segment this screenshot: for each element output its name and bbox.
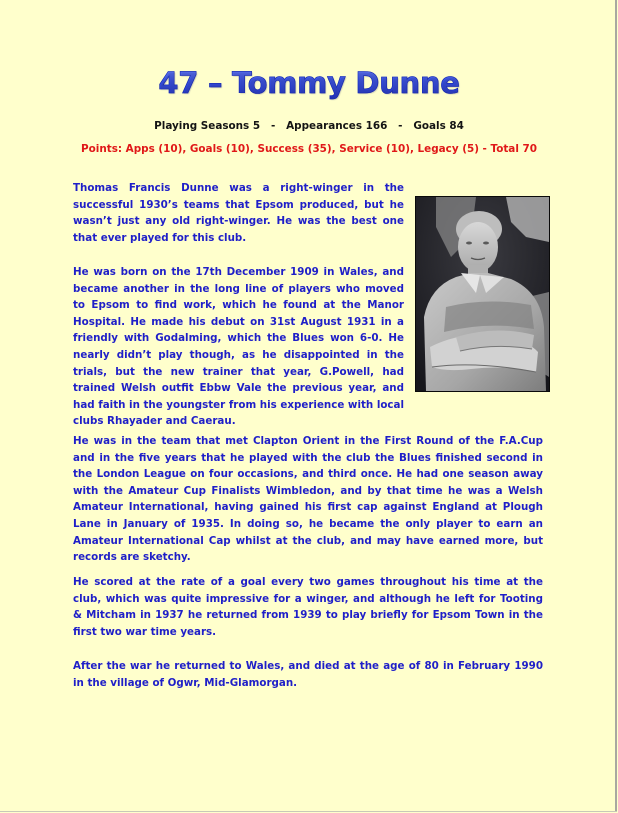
bio-paragraph-later-life: After the war he returned to Wales, and died at the age of 80 in February 1990 in the village of Ogwr, Mid-Glamorgan. (73, 660, 543, 689)
player-photo (415, 196, 550, 392)
bio-paragraph-career: He was in the team that met Clapton Orient in the First Round of the F.A.Cup and in the five years that he played with the club the Blues finished second in the London League on four occasions, and third once. He had one season away with the Amateur Cup Finalists Wimbledon, and by that time he was a Welsh Amateur International, having gained his first cap against England at Plough Lane in January of 1935. In doing so, he became the only player to earn an Amateur International Cap whilst at the club, and may have earned more, but records are sketchy. (73, 435, 543, 564)
points-breakdown-line: Points: Apps (10), Goals (10), Success (35), Service (10), Legacy (5) - Total 70 (81, 143, 537, 155)
bio-paragraph-early-life: He was born on the 17th December 1909 in Wales, and became another in the long line of players who moved to Epsom to find work, which he found at the Manor Hospital. He made his debut on 31st August 1931 in a friendly with Godalming, which the Blues won 6-0. He nearly didn’t play though, as he disappointed in the trials, but the new trainer that year, G.Powell, had trained Welsh outfit Ebbw Vale the previous year, and had faith in the youngster from his experience with local clubs Rhayader and Caerau. (73, 266, 404, 428)
page-title: 47 – Tommy Dunne (0, 66, 618, 100)
bio-paragraph-goals: He scored at the rate of a goal every two games throughout his time at the club, which was quite impressive for a winger, and although he left for Tooting & Mitcham in 1937 he returned from 1939 to play briefly for Epsom Town in the first two war time years. (73, 576, 543, 638)
player-photo-image (416, 197, 549, 391)
player-stats-line: Playing Seasons 5 - Appearances 166 - Goals 84 (154, 120, 464, 132)
bio-paragraph-intro: Thomas Francis Dunne was a right-winger in the successful 1930’s teams that Epsom produced, but he wasn’t just any old right-winger. He was the best one that ever played for this club. (73, 182, 404, 244)
page-edge-bottom (0, 811, 617, 812)
